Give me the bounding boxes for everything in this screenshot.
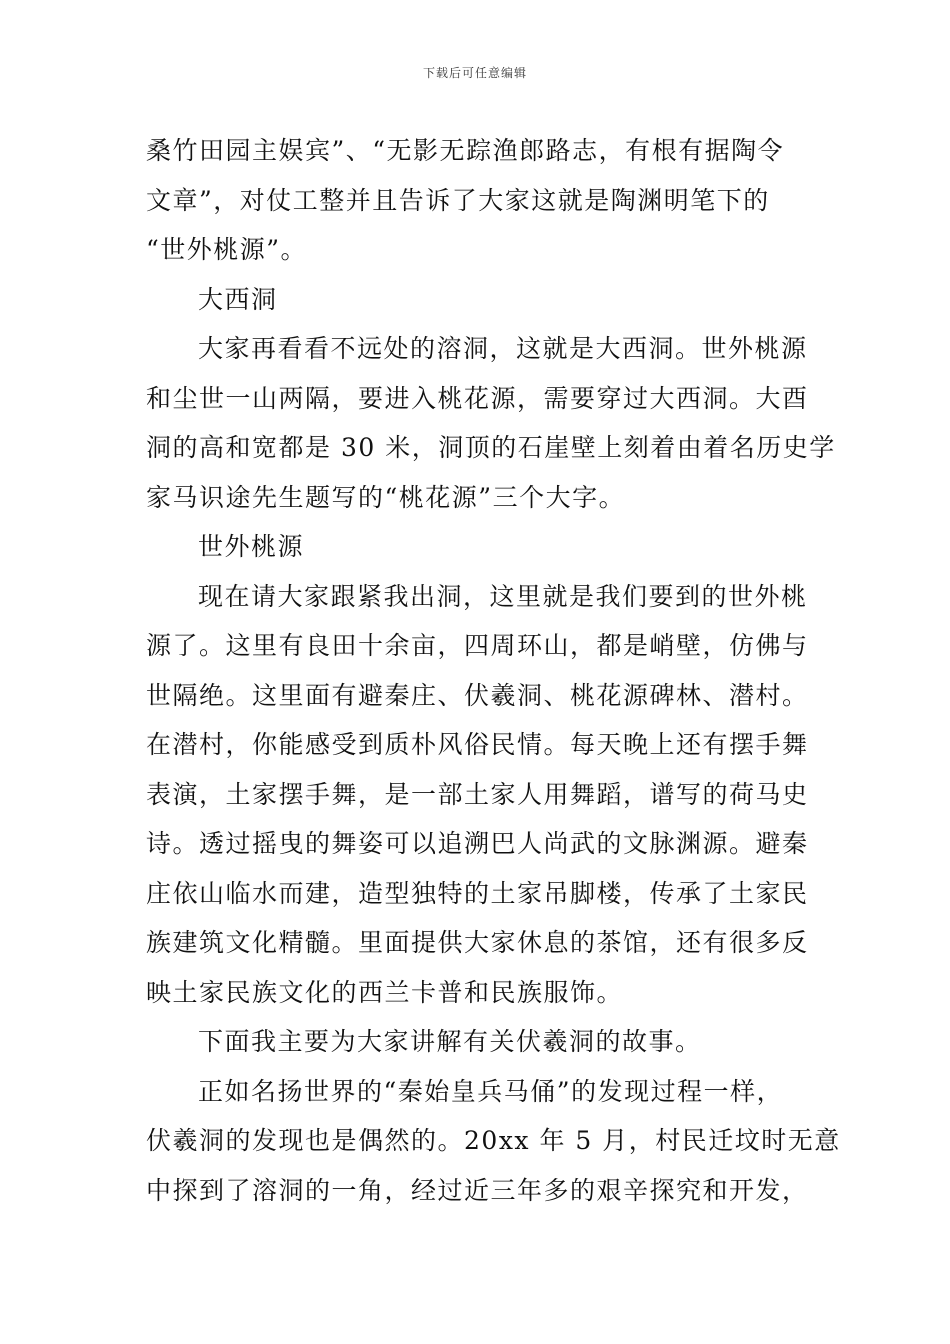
text-line: 表演，土家摆手舞，是一部土家人用舞蹈，谱写的荷马史	[146, 779, 809, 809]
text-line: 正如名扬世界的“秦始皇兵马俑”的发现过程一样，	[198, 1076, 784, 1106]
text-line: 和尘世一山两隔，要进入桃花源，需要穿过大西洞。大酉	[146, 383, 809, 413]
text-line: 庄依山临水而建，造型独特的土家吊脚楼，传承了土家民	[146, 878, 809, 908]
page-header: 下载后可任意编辑	[422, 66, 527, 80]
text-line: 洞的高和宽都是 30 米，洞顶的石崖壁上刻着由着名历史学	[146, 433, 836, 462]
text-line: 诗。透过摇曳的舞姿可以追溯巴人尚武的文脉渊源。避秦	[146, 829, 809, 858]
text-line: 族建筑文化精髓。里面提供大家休息的茶馆，还有很多反	[146, 928, 809, 957]
text-line: 映土家民族文化的西兰卡普和民族服饰。	[146, 977, 624, 1007]
text-line: 世隔绝。这里面有避秦庄、伏羲洞、桃花源碑林、潜村。	[146, 680, 809, 710]
text-line: 大西洞	[198, 284, 278, 314]
text-line: 桑竹田园主娱宾”、“无影无踪渔郎路志，有根有据陶令	[146, 136, 785, 165]
text-line: 大家再看看不远处的溶洞，这就是大西洞。世外桃源	[198, 334, 808, 363]
text-line: 在潜村，你能感受到质朴风俗民情。每天晚上还有摆手舞	[146, 730, 809, 759]
text-line: “世外桃源”。	[146, 235, 308, 264]
text-line: 世外桃源	[198, 532, 305, 561]
text-line: 现在请大家跟紧我出洞，这里就是我们要到的世外桃	[198, 581, 808, 611]
text-line: 源了。这里有良田十余亩，四周环山，都是峭壁，仿佛与	[146, 631, 809, 660]
text-line: 文章”，对仗工整并且告诉了大家这就是陶渊明笔下的	[146, 185, 770, 215]
text-line: 家马识途先生题写的“桃花源”三个大字。	[146, 482, 626, 512]
text-line: 伏羲洞的发现也是偶然的。20xx 年 5 月，村民迁坟时无意	[146, 1126, 841, 1155]
text-line: 下面我主要为大家讲解有关伏羲洞的故事。	[198, 1027, 702, 1056]
document-body	[146, 126, 841, 1215]
text-line: 中探到了溶洞的一角，经过近三年多的艰辛探究和开发，	[146, 1175, 809, 1205]
